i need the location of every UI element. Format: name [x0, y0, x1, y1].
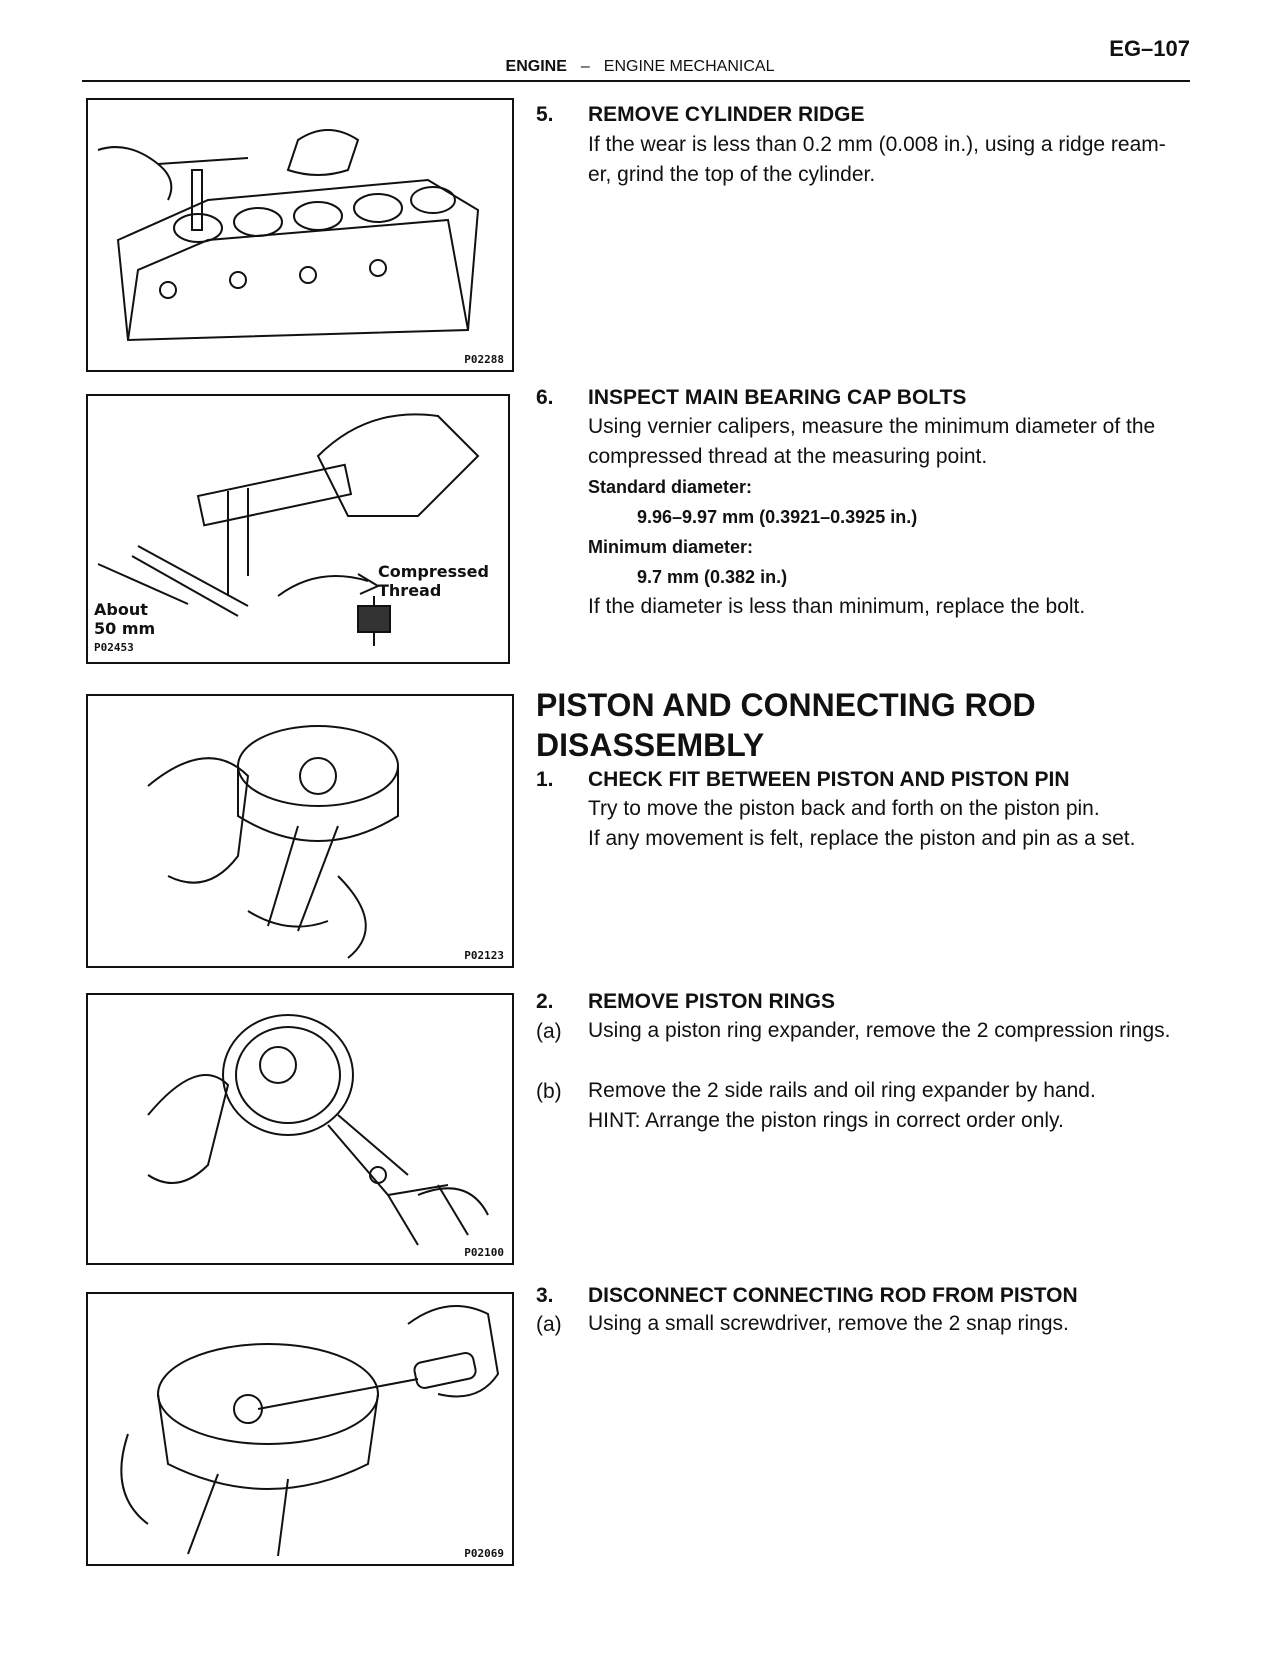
substep-text-a: Using a small screwdriver, remove the 2 snap rings.: [588, 1312, 1069, 1335]
section-name: ENGINE: [505, 58, 567, 75]
figure-code: P02453: [94, 641, 134, 654]
step-title: REMOVE PISTON RINGS: [588, 990, 835, 1013]
step-text: Using vernier calipers, measure the minimum diameter of the compressed thread at the measuring point.: [588, 415, 1156, 468]
step-number: 3.: [536, 1284, 554, 1307]
hint-text: HINT: Arrange the piston rings in correct order only.: [588, 1109, 1064, 1132]
snap-ring-screwdriver-illustration: [88, 1294, 512, 1564]
piston-pin-fit-illustration: [88, 696, 512, 966]
step-title: INSPECT MAIN BEARING CAP BOLTS: [588, 386, 967, 409]
header-separator: –: [580, 58, 590, 75]
spec-label-standard: Standard diameter:: [588, 477, 753, 497]
substep-text-a: Using a piston ring expander, remove the 2 compression rings.: [588, 1019, 1171, 1042]
step-number: 1.: [536, 768, 554, 791]
piston-ring-expander-illustration: [88, 995, 512, 1263]
figure-cap-bolts: [86, 394, 510, 664]
running-head: [0, 58, 1280, 76]
spec-label-minimum: Minimum diameter:: [588, 537, 754, 557]
step-number: 2.: [536, 990, 554, 1013]
figure-code: P02123: [464, 949, 504, 962]
step-number: 5.: [536, 103, 554, 126]
figure-code: P02288: [464, 353, 504, 366]
figure-piston-rings: [86, 993, 514, 1265]
step-text-2: If any movement is felt, replace the piston and pin as a set.: [588, 827, 1136, 850]
step-number: 6.: [536, 386, 554, 409]
figure-cylinder-ridge: [86, 98, 514, 372]
substep-letter-a: (a): [536, 1313, 562, 1336]
callout-compressed: Compressed Thread: [378, 562, 489, 600]
callout-distance: About 50 mm: [94, 600, 156, 638]
step-note: If the diameter is less than minimum, replace the bolt.: [588, 595, 1086, 618]
step-title: CHECK FIT BETWEEN PISTON AND PISTON PIN: [588, 768, 1070, 791]
spec-value-minimum: 9.7 mm (0.382 in.): [637, 567, 788, 587]
step-title: DISCONNECT CONNECTING ROD FROM PISTON: [588, 1284, 1078, 1307]
figure-code: P02100: [464, 1246, 504, 1259]
spec-value-standard: 9.96–9.97 mm (0.3921–0.3925 in.): [637, 507, 918, 527]
step-text-1: Try to move the piston back and forth on the piston pin.: [588, 797, 1100, 820]
header-rule: [82, 80, 1190, 82]
substep-text-b: Remove the 2 side rails and oil ring expander by hand.: [588, 1079, 1096, 1102]
page-number: EG–107: [1109, 36, 1190, 61]
section-title: PISTON AND CONNECTING ROD DISASSEMBLY: [536, 687, 1036, 763]
figure-piston-pin: [86, 694, 514, 968]
step-title: REMOVE CYLINDER RIDGE: [588, 103, 865, 126]
substep-letter-b: (b): [536, 1080, 562, 1103]
substep-letter-a: (a): [536, 1020, 562, 1043]
subsection-name: ENGINE MECHANICAL: [603, 58, 775, 75]
cylinder-block-ridge-reamer-illustration: [88, 100, 512, 370]
figure-code: P02069: [464, 1547, 504, 1560]
step-text: If the wear is less than 0.2 mm (0.008 in.), using a ridge ream- er, grind the top of the cylinder.: [588, 133, 1166, 186]
figure-snap-rings: [86, 1292, 514, 1566]
